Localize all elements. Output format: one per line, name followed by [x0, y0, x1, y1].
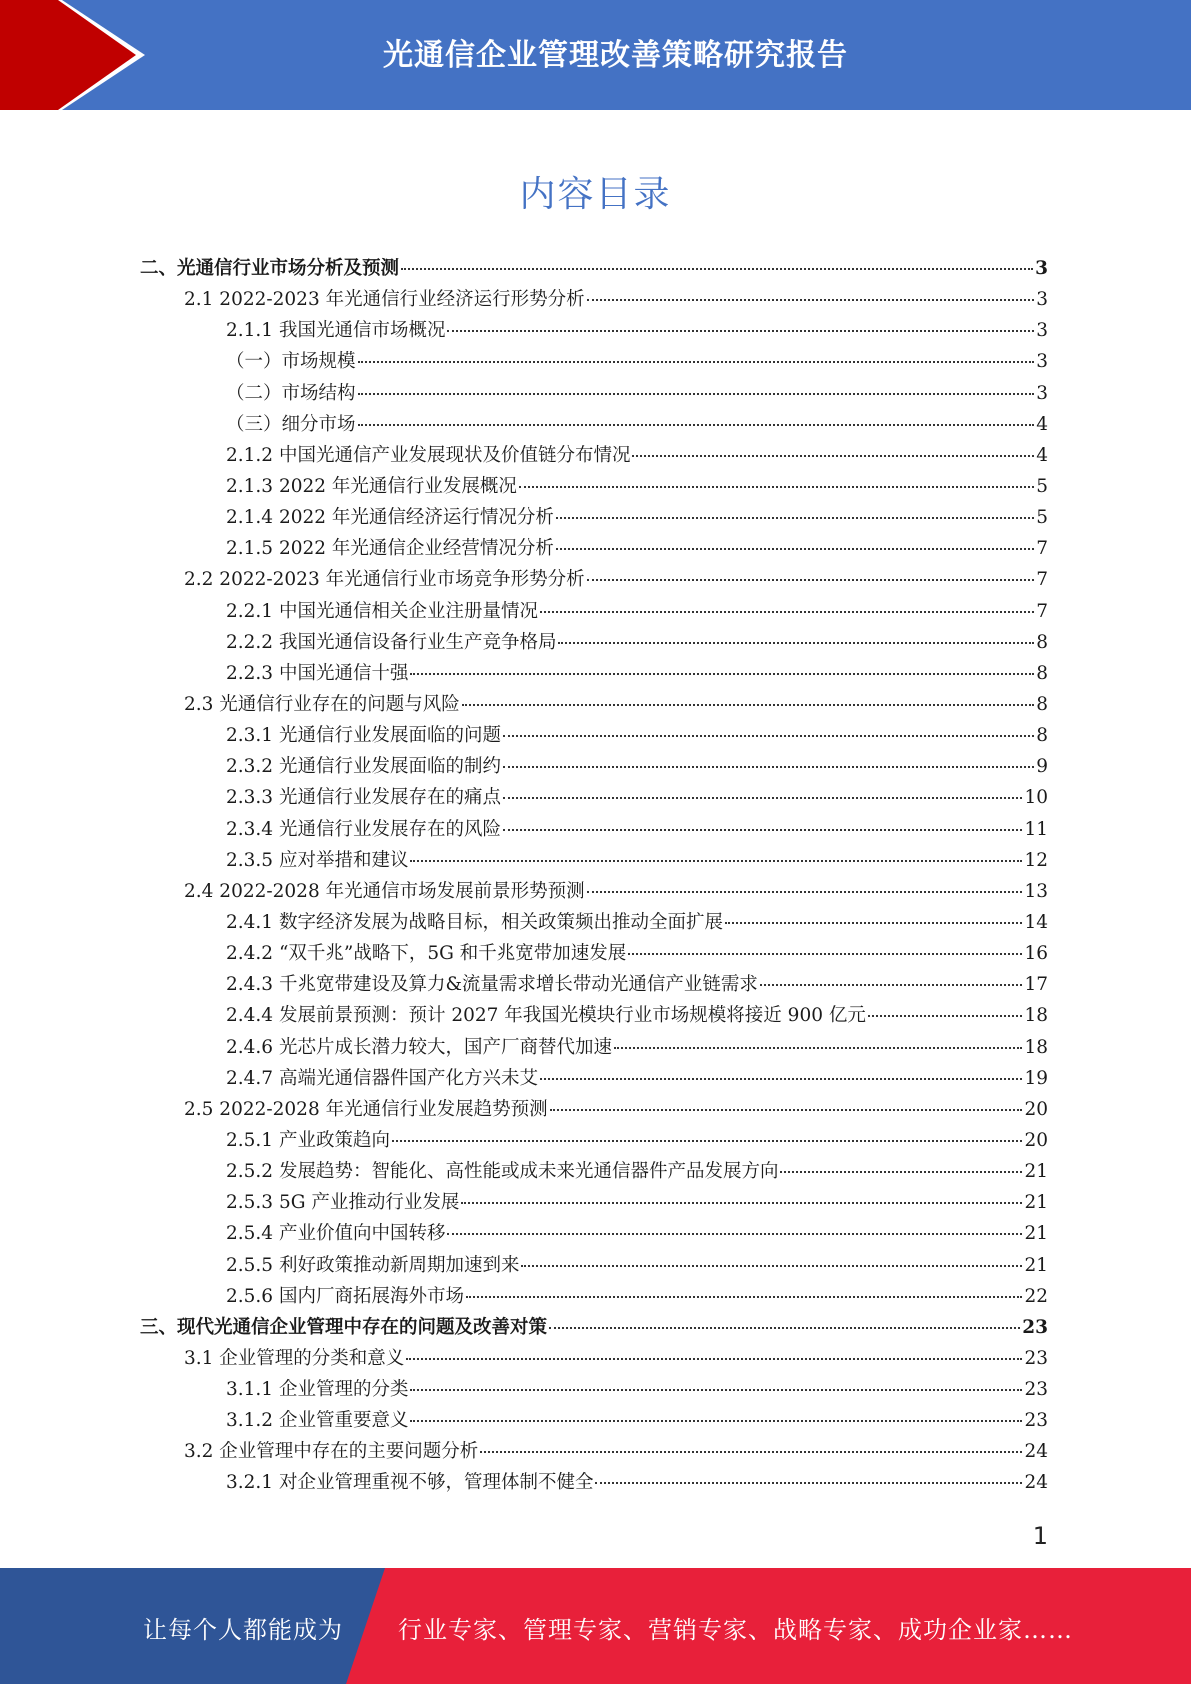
- toc-dot-leader: [503, 735, 1034, 737]
- toc-entry-title: 2.5.4 产业价值向中国转移: [226, 1223, 446, 1245]
- toc-entry[interactable]: [140, 628, 1048, 659]
- toc-entry-page: 19: [1024, 1067, 1048, 1089]
- toc-entry-page: 3: [1035, 258, 1048, 279]
- toc-dot-leader: [401, 268, 1033, 270]
- toc-entry-page: 10: [1024, 787, 1048, 809]
- toc-entry-page: 12: [1024, 849, 1048, 871]
- toc-dot-leader: [549, 1327, 1020, 1329]
- toc-dot-leader: [358, 393, 1035, 395]
- toc-entry-title: 2.5 2022-2028 年光通信行业发展趋势预测: [184, 1098, 548, 1120]
- toc-entry-title: 2.1.2 中国光通信产业发展现状及价值链分布情况: [226, 444, 631, 466]
- toc-entry[interactable]: [140, 970, 1048, 1001]
- toc-entry[interactable]: [140, 410, 1048, 441]
- toc-entry-page: 21: [1024, 1254, 1048, 1276]
- toc-entry-page: 23: [1024, 1379, 1048, 1401]
- toc-entry[interactable]: [140, 565, 1048, 596]
- toc-dot-leader: [760, 984, 1023, 986]
- header-banner: [0, 0, 1191, 110]
- toc-entry[interactable]: [140, 285, 1048, 316]
- toc-entry[interactable]: [140, 472, 1048, 503]
- toc-entry[interactable]: [140, 597, 1048, 628]
- toc-entry-title: 2.2.3 中国光通信十强: [226, 662, 409, 684]
- toc-entry-title: 2.3.1 光通信行业发展面临的问题: [226, 725, 501, 747]
- toc-entry-page: 4: [1036, 444, 1048, 466]
- toc-dot-leader: [466, 1296, 1022, 1298]
- toc-entry-page: 8: [1036, 662, 1048, 684]
- toc-entry[interactable]: [140, 783, 1048, 814]
- toc-entry-title: 2.2.2 我国光通信设备行业生产竞争格局: [226, 631, 557, 653]
- report-title: 光通信企业管理改善策略研究报告: [383, 38, 848, 73]
- toc-dot-leader: [480, 1451, 1022, 1453]
- toc-dot-leader: [550, 1109, 1023, 1111]
- toc-entry[interactable]: [140, 1282, 1048, 1313]
- toc-dot-leader: [556, 548, 1034, 550]
- toc-dot-leader: [503, 797, 1022, 799]
- toc-entry[interactable]: [140, 534, 1048, 565]
- toc-entry[interactable]: [140, 441, 1048, 472]
- toc-entry[interactable]: [140, 1126, 1048, 1157]
- toc-entry-page: 7: [1036, 600, 1048, 622]
- toc-entry-page: 23: [1024, 1410, 1048, 1432]
- toc-entry-title: 3.1.2 企业管重要意义: [226, 1410, 409, 1432]
- toc-dot-leader: [780, 1171, 1022, 1173]
- toc-entry[interactable]: [140, 939, 1048, 970]
- toc-entry-title: 2.1.1 我国光通信市场概况: [226, 320, 446, 342]
- toc-entry-page: 24: [1024, 1441, 1048, 1463]
- toc-dot-leader: [447, 1233, 1022, 1235]
- toc-entry-page: 21: [1024, 1192, 1048, 1214]
- toc-entry[interactable]: [140, 1001, 1048, 1032]
- toc-entry-title: 3.1.1 企业管理的分类: [226, 1379, 409, 1401]
- toc-entry-title: 2.3.3 光通信行业发展存在的痛点: [226, 787, 501, 809]
- toc-dot-leader: [868, 1015, 1023, 1017]
- toc-entry-page: 7: [1036, 569, 1048, 591]
- toc-entry-page: 20: [1024, 1129, 1048, 1151]
- toc-entry-title: 2.3.4 光通信行业发展存在的风险: [226, 818, 501, 840]
- toc-entry-page: 3: [1036, 320, 1048, 342]
- toc-entry-page: 5: [1036, 507, 1048, 529]
- toc-entry-title: 2.5.5 利好政策推动新周期加速到来: [226, 1254, 520, 1276]
- toc-entry-page: 8: [1036, 631, 1048, 653]
- toc-entry-page: 9: [1036, 756, 1048, 778]
- toc-entry-page: 3: [1036, 351, 1048, 373]
- toc-dot-leader: [587, 299, 1035, 301]
- toc-entry-title: 2.4.3 千兆宽带建设及算力&流量需求增长带动光通信产业链需求: [226, 974, 758, 996]
- toc-entry-page: 24: [1024, 1472, 1048, 1494]
- toc-entry[interactable]: [140, 1313, 1048, 1344]
- toc-entry[interactable]: [140, 1406, 1048, 1437]
- footer-slogan-left: 让每个人都能成为: [143, 1616, 343, 1644]
- toc-entry-page: 21: [1024, 1161, 1048, 1183]
- toc-entry-title: 2.5.3 5G 产业推动行业发展: [226, 1192, 460, 1214]
- toc-entry[interactable]: [140, 254, 1048, 285]
- toc-entry-page: 5: [1036, 475, 1048, 497]
- toc-dot-leader: [462, 704, 1034, 706]
- toc-entry[interactable]: [140, 1188, 1048, 1219]
- toc-entry-title: 2.3.5 应对举措和建议: [226, 849, 409, 871]
- toc-dot-leader: [358, 361, 1035, 363]
- toc-entry-title: 2.5.1 产业政策趋向: [226, 1129, 390, 1151]
- toc-entry[interactable]: [140, 1344, 1048, 1375]
- toc-dot-leader: [461, 1202, 1022, 1204]
- toc-entry-title: 3.2.1 对企业管理重视不够，管理体制不健全: [226, 1472, 594, 1494]
- toc-dot-leader: [410, 860, 1022, 862]
- toc-dot-leader: [540, 611, 1034, 613]
- toc-dot-leader: [358, 424, 1035, 426]
- toc-entry-page: 7: [1036, 538, 1048, 560]
- toc-entry[interactable]: [140, 379, 1048, 410]
- toc-entry-page: 13: [1024, 880, 1048, 902]
- toc-entry[interactable]: [140, 752, 1048, 783]
- toc-entry-title: 2.4.4 发展前景预测：预计 2027 年我国光模块行业市场规模将接近 900 亿元: [226, 1005, 866, 1027]
- toc-entry[interactable]: [140, 347, 1048, 378]
- toc-entry-page: 18: [1024, 1036, 1048, 1058]
- toc-entry[interactable]: [140, 1219, 1048, 1250]
- toc-dot-leader: [410, 673, 1034, 675]
- toc-dot-leader: [410, 1420, 1022, 1422]
- toc-entry-page: 22: [1024, 1285, 1048, 1307]
- toc-entry-title: 2.5.2 发展趋势：智能化、高性能或成未来光通信器件产品发展方向: [226, 1161, 779, 1183]
- toc-entry-title: 2.2.1 中国光通信相关企业注册量情况: [226, 600, 538, 622]
- toc-entry-title: 2.1.3 2022 年光通信行业发展概况: [226, 475, 517, 497]
- toc-entry-page: 17: [1024, 974, 1048, 996]
- toc-dot-leader: [521, 1265, 1022, 1267]
- toc-entry-title: 三、现代光通信企业管理中存在的问题及改善对策: [140, 1316, 548, 1338]
- toc-entry-title: 2.1.4 2022 年光通信经济运行情况分析: [226, 507, 554, 529]
- table-of-contents: [140, 254, 1048, 1500]
- toc-entry-title: （二）市场结构: [226, 382, 356, 404]
- toc-entry-title: 2.1 2022-2023 年光通信行业经济运行形势分析: [184, 289, 585, 311]
- toc-entry[interactable]: [140, 877, 1048, 908]
- toc-entry-title: 2.4.6 光芯片成长潜力较大，国产厂商替代加速: [226, 1036, 612, 1058]
- toc-entry-title: 二、光通信行业市场分析及预测: [140, 258, 400, 279]
- toc-entry-page: 3: [1036, 382, 1048, 404]
- toc-entry[interactable]: [140, 1095, 1048, 1126]
- toc-dot-leader: [519, 486, 1034, 488]
- toc-entry[interactable]: [140, 846, 1048, 877]
- toc-entry-title: （三）细分市场: [226, 413, 356, 435]
- toc-entry-page: 11: [1024, 818, 1048, 840]
- page-number: 1: [1032, 1522, 1048, 1550]
- toc-entry-page: 8: [1036, 693, 1048, 715]
- toc-entry[interactable]: [140, 1375, 1048, 1406]
- toc-entry-page: 3: [1036, 289, 1048, 311]
- toc-entry-title: （一）市场规模: [226, 351, 356, 373]
- toc-dot-leader: [392, 1140, 1022, 1142]
- toc-entry-title: 2.4.1 数字经济发展为战略目标，相关政策频出推动全面扩展: [226, 911, 723, 933]
- footer-slogan-right: 行业专家、管理专家、营销专家、战略专家、成功企业家……: [398, 1616, 1073, 1644]
- toc-entry[interactable]: [140, 690, 1048, 721]
- toc-entry-title: 2.4.2 “双千兆”战略下，5G 和千兆宽带加速发展: [226, 943, 627, 965]
- toc-entry-title: 2.3 光通信行业存在的问题与风险: [184, 693, 460, 715]
- toc-dot-leader: [556, 517, 1034, 519]
- toc-entry-page: 18: [1024, 1005, 1048, 1027]
- toc-entry[interactable]: [140, 1468, 1048, 1499]
- toc-dot-leader: [540, 1078, 1022, 1080]
- toc-dot-leader: [725, 922, 1022, 924]
- footer-banner: [0, 1568, 1191, 1684]
- toc-entry-title: 2.5.6 国内厂商拓展海外市场: [226, 1285, 464, 1307]
- toc-entry[interactable]: [140, 1033, 1048, 1064]
- toc-entry-title: 2.4 2022-2028 年光通信市场发展前景形势预测: [184, 880, 585, 902]
- toc-entry[interactable]: [140, 1437, 1048, 1468]
- toc-dot-leader: [614, 1047, 1022, 1049]
- toc-entry-page: 20: [1024, 1098, 1048, 1120]
- toc-dot-leader: [503, 766, 1034, 768]
- toc-dot-leader: [447, 330, 1034, 332]
- toc-entry[interactable]: [140, 316, 1048, 347]
- toc-entry[interactable]: [140, 1064, 1048, 1095]
- toc-entry-page: 8: [1036, 725, 1048, 747]
- toc-dot-leader: [628, 953, 1022, 955]
- toc-entry-page: 21: [1024, 1223, 1048, 1245]
- toc-entry-title: 2.3.2 光通信行业发展面临的制约: [226, 756, 501, 778]
- toc-dot-leader: [632, 455, 1034, 457]
- toc-entry-page: 23: [1022, 1316, 1048, 1338]
- toc-entry-title: 3.1 企业管理的分类和意义: [184, 1347, 405, 1369]
- toc-entry-title: 2.2 2022-2023 年光通信行业市场竞争形势分析: [184, 569, 585, 591]
- toc-entry[interactable]: [140, 503, 1048, 534]
- toc-dot-leader: [595, 1482, 1022, 1484]
- toc-entry[interactable]: [140, 908, 1048, 939]
- toc-dot-leader: [503, 829, 1022, 831]
- toc-dot-leader: [558, 642, 1034, 644]
- toc-entry-page: 23: [1024, 1347, 1048, 1369]
- toc-entry-page: 14: [1024, 911, 1048, 933]
- toc-dot-leader: [410, 1389, 1022, 1391]
- toc-entry[interactable]: [140, 1251, 1048, 1282]
- toc-entry[interactable]: [140, 815, 1048, 846]
- toc-entry-title: 2.4.7 高端光通信器件国产化方兴未艾: [226, 1067, 538, 1089]
- toc-entry[interactable]: [140, 1157, 1048, 1188]
- toc-entry-title: 2.1.5 2022 年光通信企业经营情况分析: [226, 538, 554, 560]
- toc-dot-leader: [587, 579, 1035, 581]
- toc-entry-page: 16: [1024, 943, 1048, 965]
- toc-entry-page: 4: [1036, 413, 1048, 435]
- toc-dot-leader: [406, 1358, 1022, 1360]
- toc-heading: 内容目录: [519, 174, 672, 215]
- toc-entry-title: 3.2 企业管理中存在的主要问题分析: [184, 1441, 479, 1463]
- toc-dot-leader: [587, 891, 1023, 893]
- toc-entry[interactable]: [140, 659, 1048, 690]
- toc-entry[interactable]: [140, 721, 1048, 752]
